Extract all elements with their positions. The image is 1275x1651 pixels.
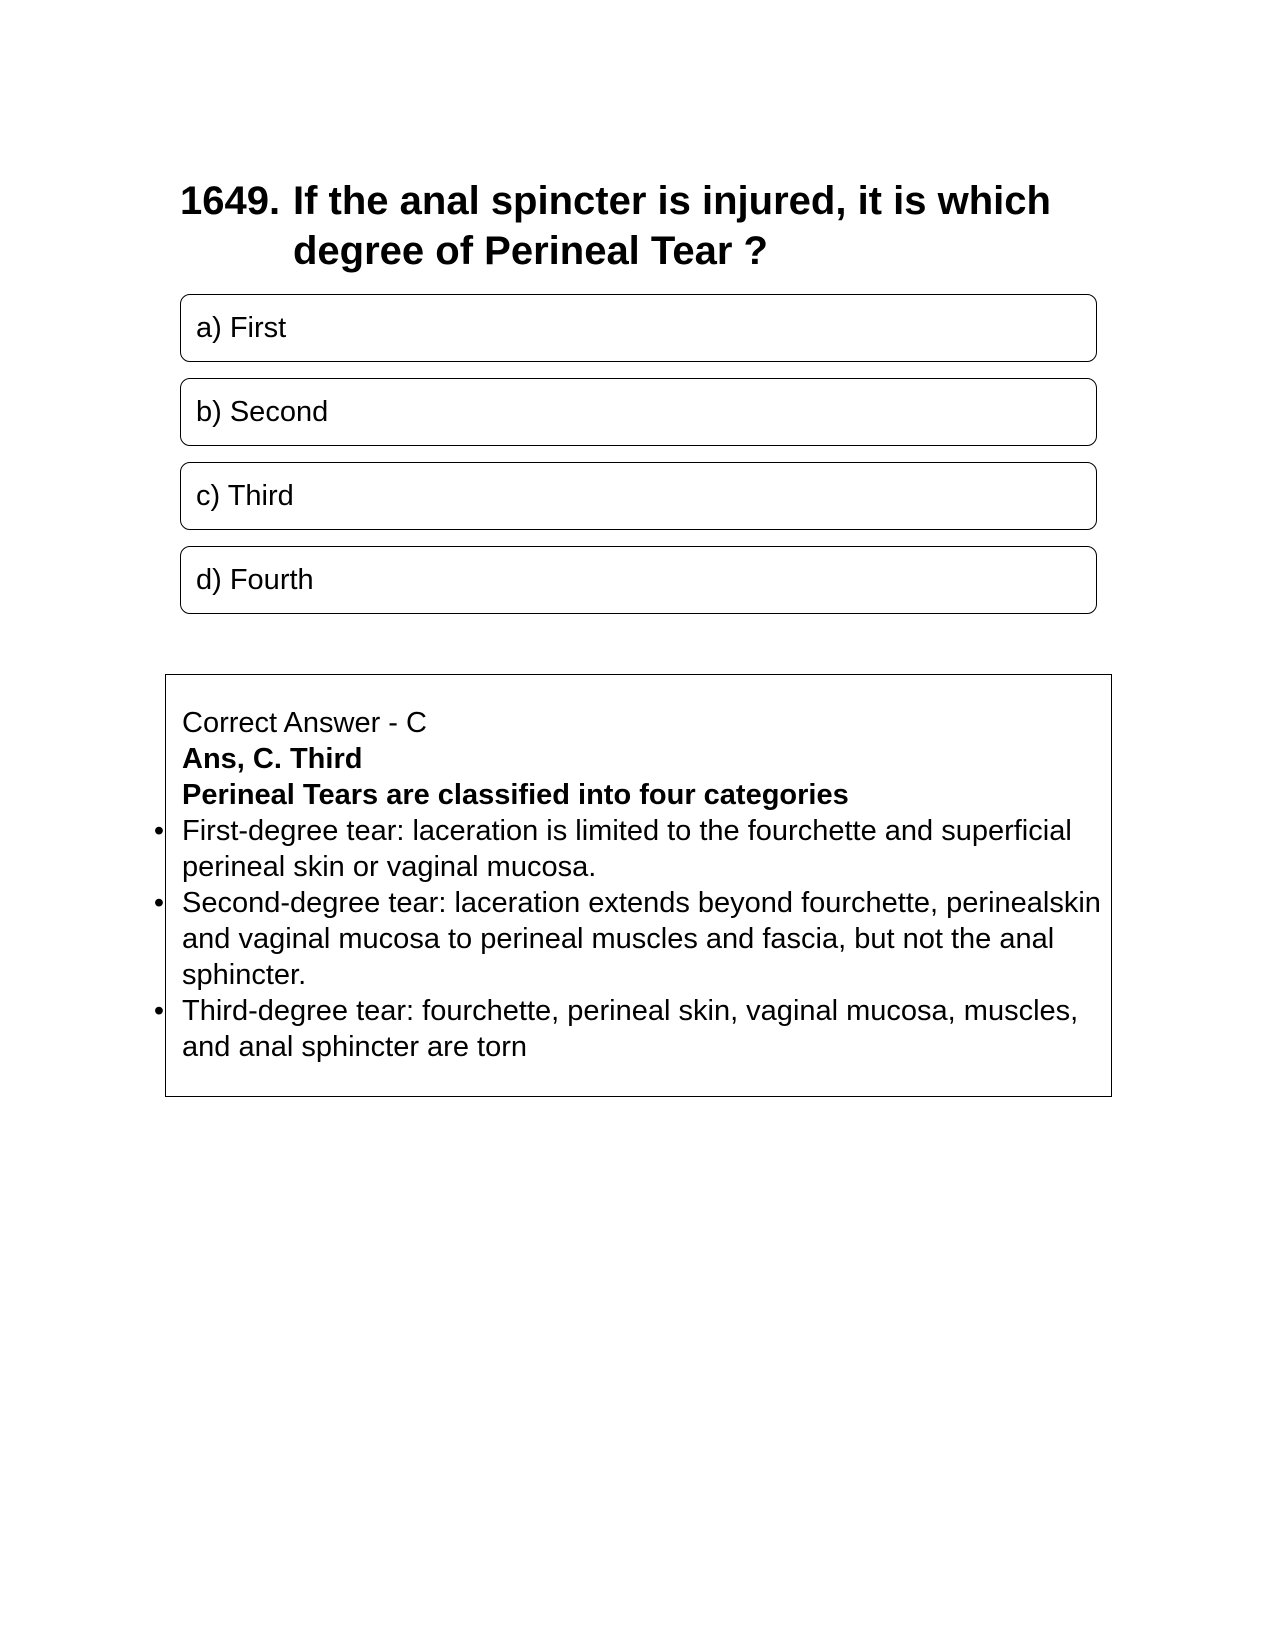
option-d[interactable]	[180, 546, 1097, 614]
list-item	[153, 993, 1101, 1065]
bullet-icon: •	[153, 995, 165, 1027]
question-text: If the anal spincter is injured, it is which degree of Perineal Tear ?	[293, 179, 1051, 273]
list-item-text: Third-degree tear: fourchette, perineal skin, vaginal mucosa, muscles, and anal sphincter are torn	[182, 995, 1079, 1063]
explanation-list	[153, 813, 1101, 1065]
option-label: b) Second	[196, 395, 329, 428]
option-label: c) Third	[196, 479, 294, 512]
option-b[interactable]	[180, 378, 1097, 446]
list-item	[153, 885, 1101, 993]
list-item-text: Second-degree tear: laceration extends beyond fourchette, perinealskin and vaginal mucosa to perineal muscles and fascia, but not the anal sphincter.	[182, 887, 1101, 991]
option-label: a) First	[196, 311, 287, 344]
option-a[interactable]	[180, 294, 1097, 362]
answer-explanation-box	[153, 674, 1112, 1097]
bullet-icon: •	[153, 887, 165, 919]
explanation-heading: Perineal Tears are classified into four categories	[182, 779, 849, 811]
option-label: d) Fourth	[196, 563, 314, 596]
list-item-text: First-degree tear: laceration is limited to the fourchette and superficial perineal skin or vaginal mucosa.	[182, 815, 1072, 883]
question-number: 1649.	[180, 179, 281, 223]
correct-answer-line: Correct Answer - C	[182, 707, 427, 739]
question-heading	[180, 176, 1100, 276]
answer-title: Ans, C. Third	[182, 743, 363, 775]
options-list	[180, 294, 1097, 630]
list-item	[153, 813, 1101, 885]
bullet-icon: •	[153, 815, 165, 847]
option-c[interactable]	[180, 462, 1097, 530]
